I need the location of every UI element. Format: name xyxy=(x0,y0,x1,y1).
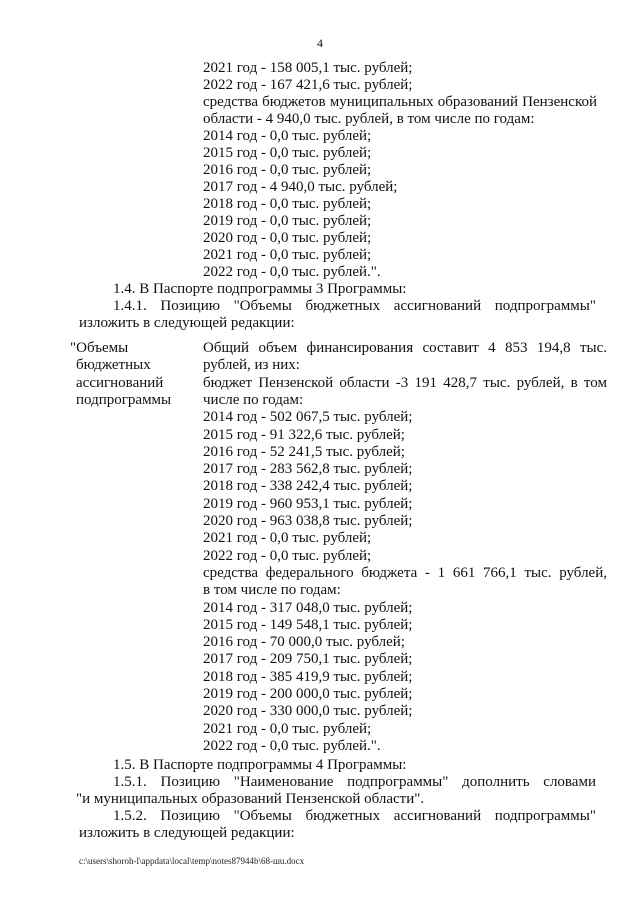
top-line-0: 2021 год - 158 005,1 тыс. рублей; xyxy=(203,60,413,76)
table-line-19: 2018 год - 385 419,9 тыс. рублей; xyxy=(203,668,413,685)
item-1-4-1-line2: изложить в следующей редакции: xyxy=(79,315,295,331)
top-line-9: 2019 год - 0,0 тыс. рублей; xyxy=(203,213,372,229)
top-line-1: 2022 год - 167 421,6 тыс. рублей; xyxy=(203,77,413,93)
table-line-17: 2016 год - 70 000,0 тыс. рублей; xyxy=(203,634,405,651)
table-line-23: 2022 год - 0,0 тыс. рублей.". xyxy=(203,737,381,754)
table-line-8: 2018 год - 338 242,4 тыс. рублей; xyxy=(203,478,413,495)
table-line-3: числе по годам: xyxy=(203,391,304,408)
table-line-16: 2015 год - 149 548,1 тыс. рублей; xyxy=(203,616,413,633)
table-line-14: в том числе по годам: xyxy=(203,582,341,599)
item-1-5-2-line2: изложить в следующей редакции: xyxy=(79,825,295,841)
top-line-4: 2014 год - 0,0 тыс. рублей; xyxy=(203,128,372,144)
item-1-5-2-line1: 1.5.2. Позицию "Объемы бюджетных ассигнований подпрограммы" xyxy=(113,808,596,824)
table-line-11: 2021 год - 0,0 тыс. рублей; xyxy=(203,530,372,547)
top-line-6: 2016 год - 0,0 тыс. рублей; xyxy=(203,162,372,178)
table-line-20: 2019 год - 200 000,0 тыс. рублей; xyxy=(203,686,413,702)
table-line-15: 2014 год - 317 048,0 тыс. рублей; xyxy=(203,599,413,616)
top-line-11: 2021 год - 0,0 тыс. рублей; xyxy=(203,247,372,263)
top-line-2: средства бюджетов муниципальных образований Пензенской xyxy=(203,94,597,110)
table-line-1: рублей, из них: xyxy=(203,357,300,374)
section-1-5-heading: 1.5. В Паспорте подпрограммы 4 Программы: xyxy=(113,757,407,773)
table-label-line-3: подпрограммы xyxy=(76,391,172,408)
table-line-9: 2019 год - 960 953,1 тыс. рублей; xyxy=(203,495,413,512)
top-line-7: 2017 год - 4 940,0 тыс. рублей; xyxy=(203,179,398,195)
table-line-6: 2016 год - 52 241,5 тыс. рублей; xyxy=(203,443,405,460)
item-1-4-1-line1: 1.4.1. Позицию "Объемы бюджетных ассигнований подпрограммы" xyxy=(113,298,596,314)
section-1-4-heading: 1.4. В Паспорте подпрограммы 3 Программы: xyxy=(113,281,407,297)
table-line-22: 2021 год - 0,0 тыс. рублей; xyxy=(203,720,372,737)
table-label-line-0: "Объемы xyxy=(70,340,129,356)
table-line-2: бюджет Пензенской области -3 191 428,7 тыс. рублей, в том xyxy=(203,374,607,391)
footer-file-path: c:\users\shoroh-l\appdata\local\temp\notes87944b\68-шu.docx xyxy=(79,856,305,866)
top-line-5: 2015 год - 0,0 тыс. рублей; xyxy=(203,145,372,161)
table-line-13: средства федерального бюджета - 1 661 766,1 тыс. рублей, xyxy=(203,564,607,581)
table-line-5: 2015 год - 91 322,6 тыс. рублей; xyxy=(203,426,405,443)
top-line-8: 2018 год - 0,0 тыс. рублей; xyxy=(203,196,372,212)
table-label-line-2: ассигнований xyxy=(76,374,164,391)
table-line-21: 2020 год - 330 000,0 тыс. рублей; xyxy=(203,703,413,720)
page-number: 4 xyxy=(317,36,323,50)
item-1-5-1-line1: 1.5.1. Позицию "Наименование подпрограммы" дополнить словами xyxy=(113,774,596,790)
table-line-4: 2014 год - 502 067,5 тыс. рублей; xyxy=(203,409,413,426)
table-line-18: 2017 год - 209 750,1 тыс. рублей; xyxy=(203,651,413,668)
top-line-3: области - 4 940,0 тыс. рублей, в том числе по годам: xyxy=(203,111,535,127)
table-line-0: Общий объем финансирования составит 4 853 194,8 тыс. xyxy=(203,340,607,356)
item-1-5-1-line2: "и муниципальных образований Пензенской области". xyxy=(76,791,425,807)
top-line-12: 2022 год - 0,0 тыс. рублей.". xyxy=(203,264,381,280)
table-label-line-1: бюджетных xyxy=(76,357,151,374)
top-line-10: 2020 год - 0,0 тыс. рублей; xyxy=(203,230,372,246)
table-line-7: 2017 год - 283 562,8 тыс. рублей; xyxy=(203,461,413,478)
table-line-10: 2020 год - 963 038,8 тыс. рублей; xyxy=(203,513,413,529)
table-line-12: 2022 год - 0,0 тыс. рублей; xyxy=(203,547,372,564)
